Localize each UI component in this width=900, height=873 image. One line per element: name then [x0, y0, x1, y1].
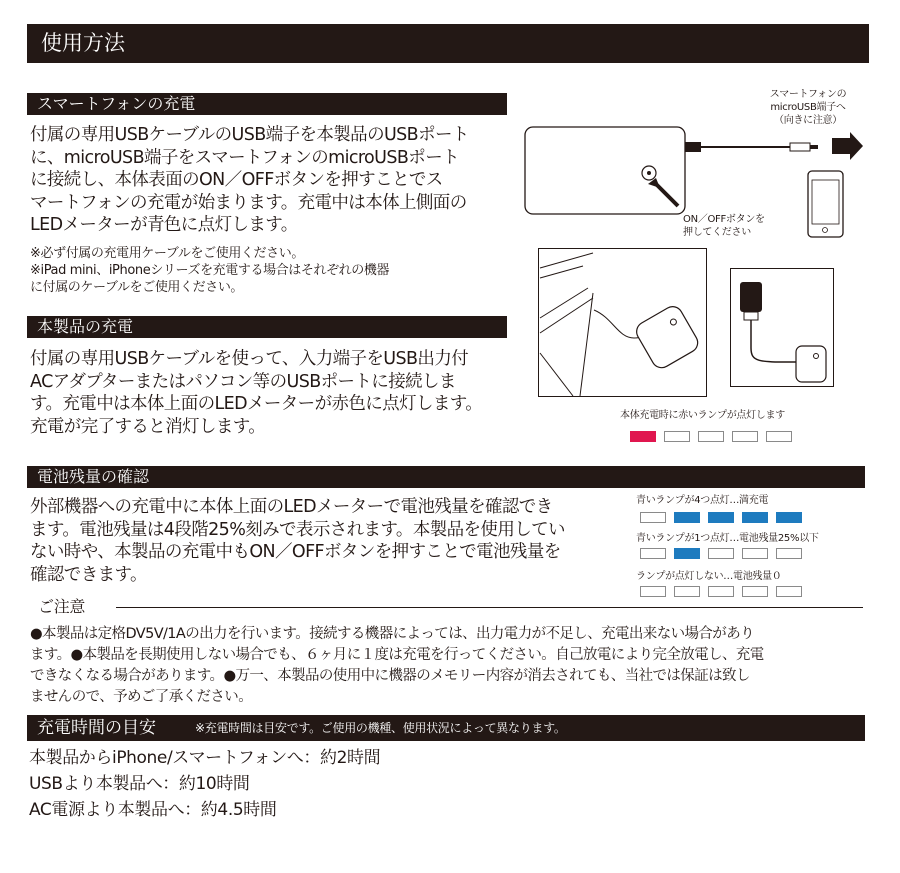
- product-body: [30, 348, 510, 438]
- indicator-label-full: 青いランプが4つ点灯…満充電: [636, 495, 769, 506]
- note-line: に付属のケーブルをご使用ください。: [30, 280, 244, 295]
- led-unlit: [674, 586, 700, 597]
- body-line: マートフォンの充電が始まります。充電中は本体上側面の: [30, 192, 467, 213]
- body-line: 付属の専用USBケーブルを使って、入力端子をUSB出力付: [30, 349, 469, 369]
- led-unlit: [640, 586, 666, 597]
- led-unlit: [640, 512, 666, 523]
- label-line: microUSB端子へ: [770, 102, 846, 113]
- body-line: に、microUSB端子をスマートフォンのmicroUSBポート: [30, 147, 459, 168]
- body-line: ない時や、本製品の充電中もON／OFFボタンを押すことで電池残量を: [30, 542, 561, 562]
- charge-time-item: USBより本製品へ：約10時間: [29, 774, 250, 794]
- led-unlit: [742, 548, 768, 559]
- led-unlit: [708, 586, 734, 597]
- led-meter-full: [640, 512, 810, 525]
- charge-time-title: 充電時間の目安: [37, 718, 156, 738]
- caution-line: ます。●本製品を長期使用しない場合でも、６ヶ月に１度は充電を行ってください。自己放電により完全放電し、充電: [30, 647, 764, 663]
- section-heading-smartphone: スマートフォンの充電: [27, 93, 507, 115]
- section-heading-product: 本製品の充電: [27, 316, 507, 338]
- led-unlit: [708, 548, 734, 559]
- charge-time-item: AC電源より本製品へ：約4.5時間: [29, 800, 277, 820]
- led-unlit: [742, 586, 768, 597]
- body-line: LEDメーターが青色に点灯します。: [30, 215, 298, 235]
- led-meter-empty: [640, 586, 810, 599]
- led-unlit: [732, 431, 758, 442]
- section-heading-battery: 電池残量の確認: [27, 466, 865, 488]
- charge-time-note: ※充電時間は目安です。ご使用の機種、使用状況によって異なります。: [195, 721, 566, 735]
- caution-heading: ご注意: [38, 597, 86, 616]
- label-line: スマートフォンの: [769, 89, 847, 100]
- led-unlit: [698, 431, 724, 442]
- caution-body: [30, 624, 870, 708]
- section-heading-charge-time: [27, 715, 865, 741]
- led-lit: [674, 512, 700, 523]
- caution-line: ませんので、予めご了承ください。: [30, 689, 253, 705]
- caution-line: できなくなる場合があります。●万一、本製品の使用中に機器のメモリー内容が消去されても、当社では保証は致し: [30, 668, 750, 684]
- body-line: ACアダプターまたはパソコン等のUSBポートに接続しま: [30, 371, 456, 392]
- label-line: 押してください: [683, 227, 751, 238]
- body-line: す。充電中は本体上面のLEDメーターが赤色に点灯します。: [30, 394, 483, 414]
- battery-body: [30, 496, 630, 586]
- label-line: ON／OFFボタンを: [683, 214, 765, 225]
- led-unlit: [776, 586, 802, 597]
- charge-time-item: 本製品からiPhone/スマートフォンへ：約2時間: [29, 748, 381, 768]
- led-unlit: [776, 548, 802, 559]
- red-led-meter: [630, 431, 800, 444]
- body-line: 確認できます。: [30, 564, 147, 585]
- red-lamp-caption: 本体充電時に赤いランプが点灯します: [620, 410, 785, 421]
- body-line: 付属の専用USBケーブルのUSB端子を本製品のUSBポート: [30, 125, 469, 145]
- note-line: ※必ず付属の充電用ケーブルをご使用ください。: [30, 246, 304, 261]
- led-lit: [630, 431, 656, 442]
- button-label: [683, 213, 793, 239]
- led-lit: [776, 512, 802, 523]
- indicator-label-empty: ランプが点灯しない…電池残量０: [636, 571, 782, 582]
- body-line: 充電が完了すると消灯します。: [30, 416, 266, 437]
- led-lit: [742, 512, 768, 523]
- smartphone-notes: [30, 245, 510, 296]
- indicator-label-25: 青いランプが1つ点灯…電池残量25%以下: [636, 533, 819, 544]
- caution-rule: [116, 607, 863, 608]
- led-lit: [674, 548, 700, 559]
- led-unlit: [640, 548, 666, 559]
- smartphone-body: [30, 124, 510, 237]
- ac-adapter-illustration: [730, 268, 835, 388]
- note-line: ※iPad mini、iPhoneシリーズを充電する場合はそれぞれの機器: [30, 263, 390, 278]
- label-line: （向きに注意）: [774, 115, 842, 126]
- body-line: ます。電池残量は4段階25%刻みで表示されます。本製品を使用してい: [30, 519, 565, 540]
- led-unlit: [766, 431, 792, 442]
- body-line: に接続し、本体表面のON／OFFボタンを押すことでス: [30, 170, 443, 190]
- body-line: 外部機器への充電中に本体上面のLEDメーターで電池残量を確認でき: [30, 497, 553, 517]
- led-meter-25: [640, 548, 810, 561]
- caution-line: ●本製品は定格DV5V/1Aの出力を行います。接続する機器によっては、出力電力が不足し、充電出来ない場合があり: [30, 626, 754, 642]
- led-unlit: [664, 431, 690, 442]
- page-title: 使用方法: [27, 24, 869, 63]
- led-lit: [708, 512, 734, 523]
- laptop-charging-illustration: [538, 248, 708, 398]
- micro-usb-label: [748, 88, 868, 127]
